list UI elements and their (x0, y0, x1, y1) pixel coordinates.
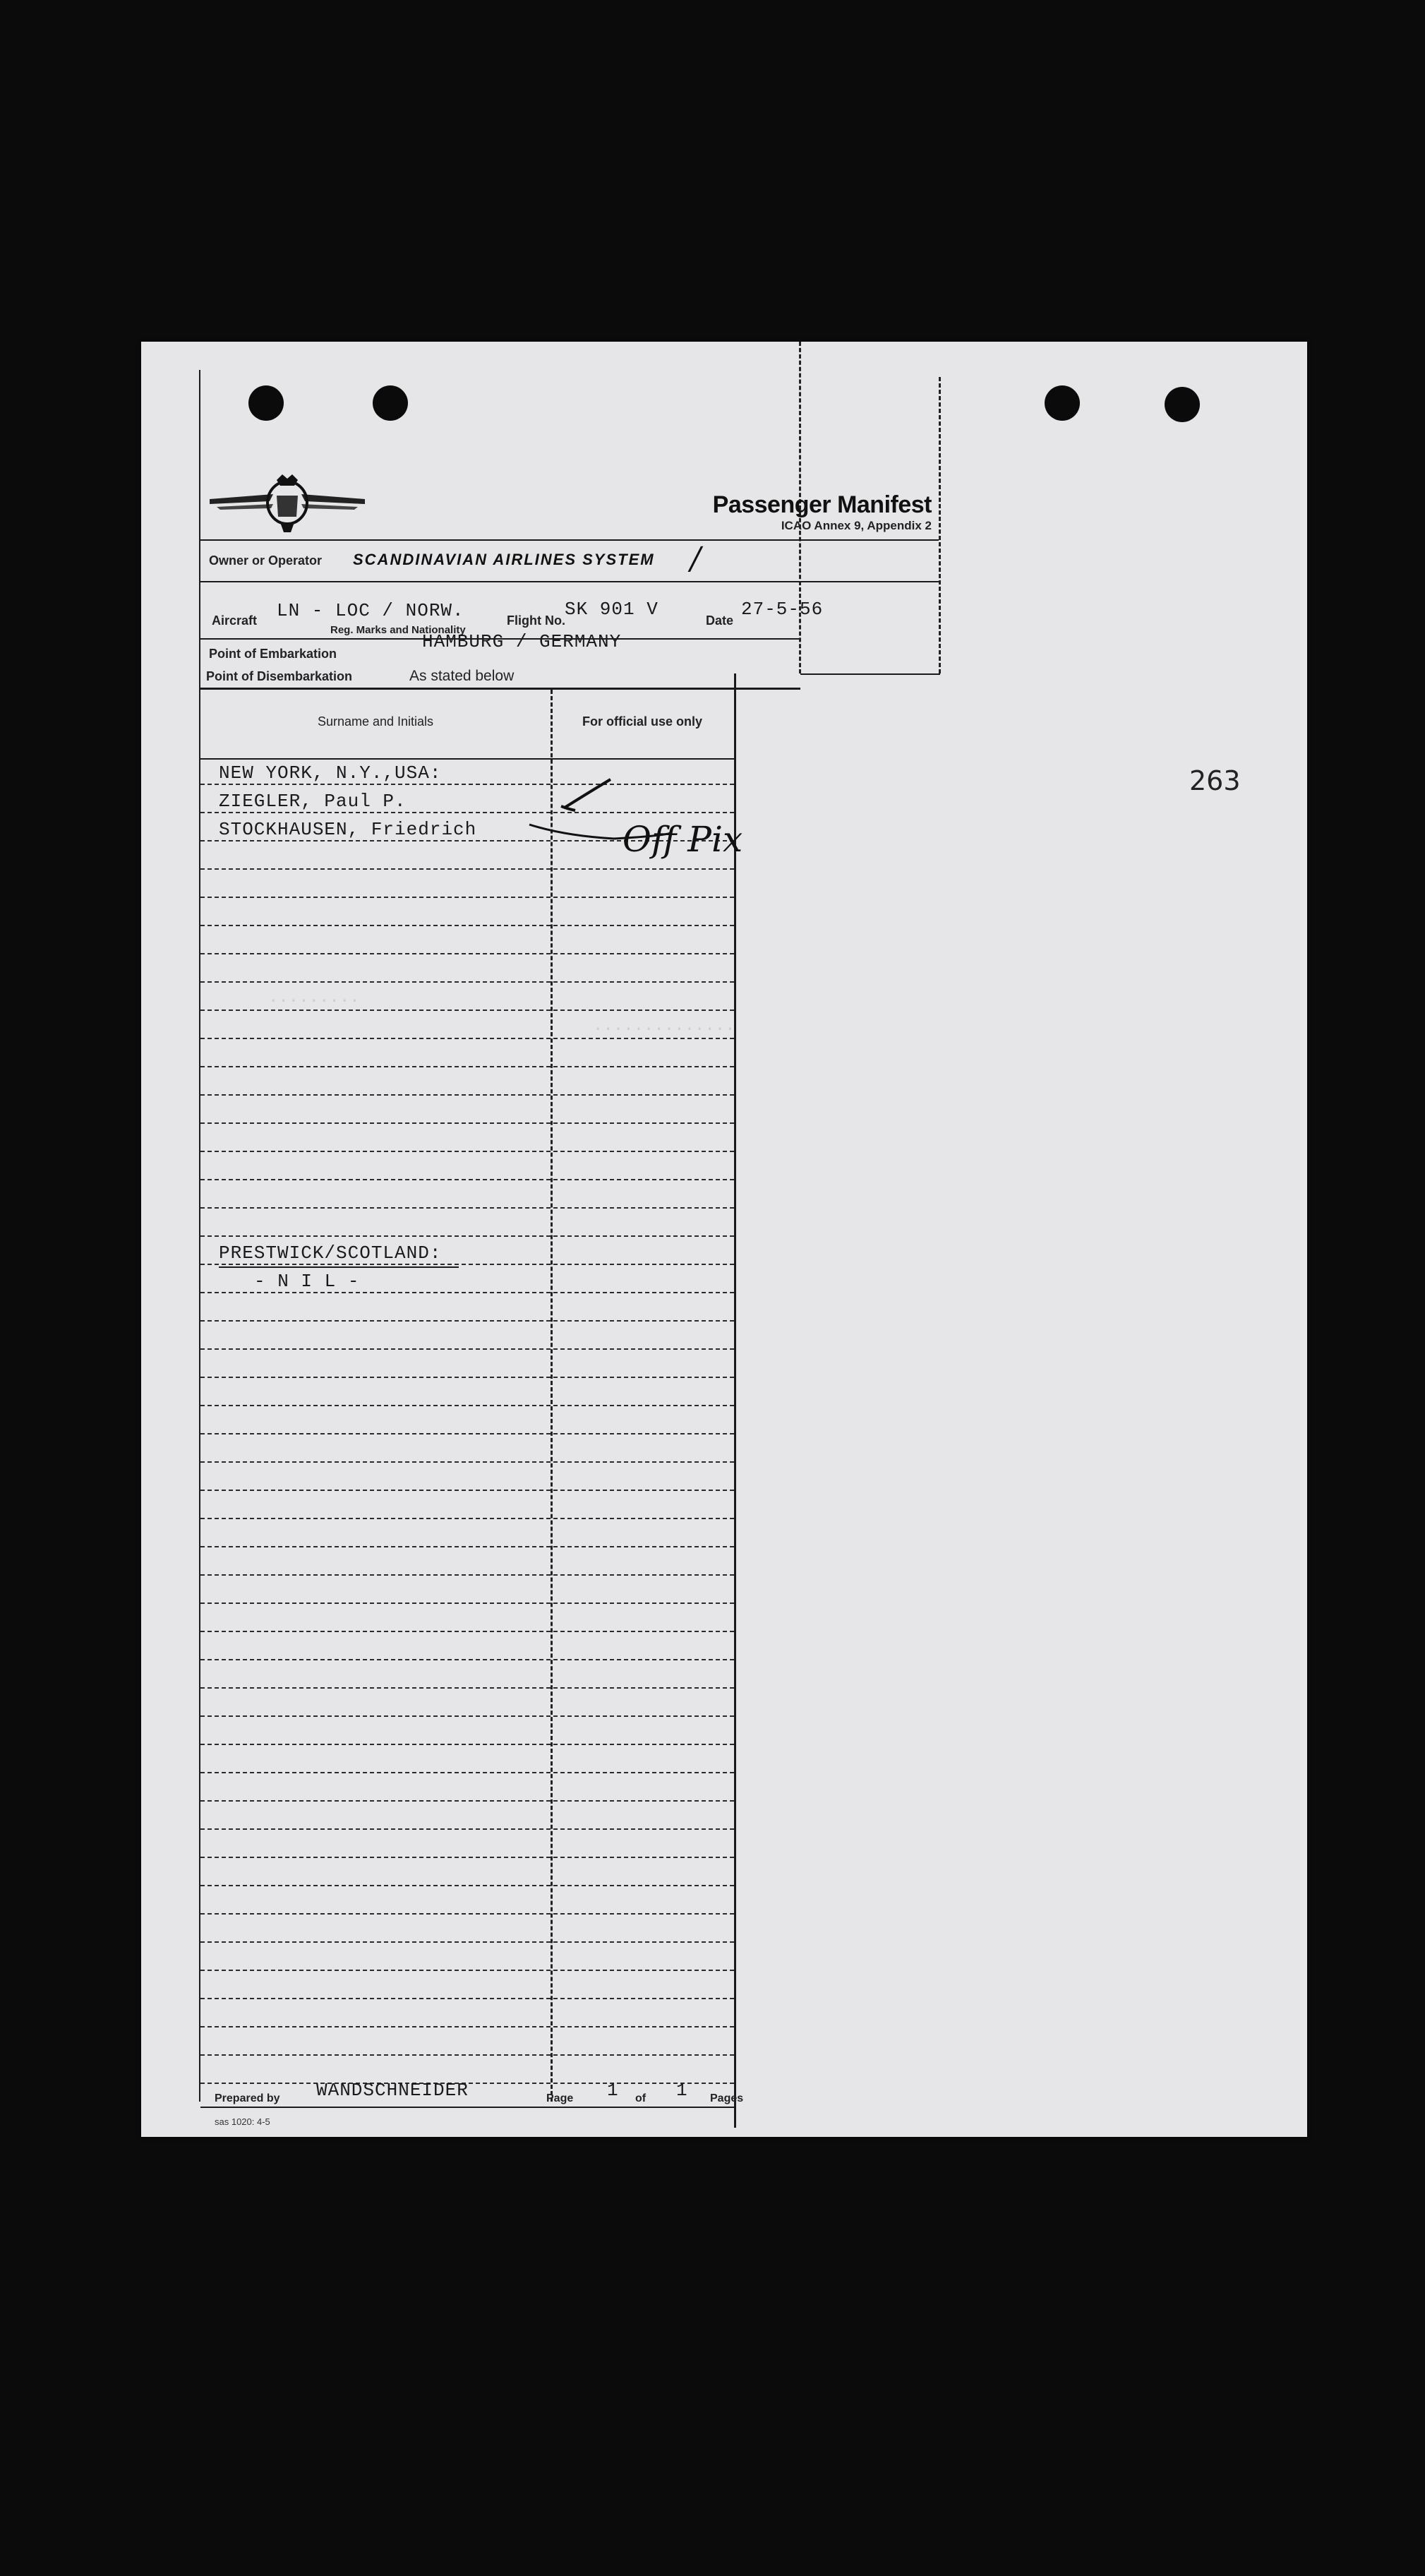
header-line (200, 539, 939, 541)
bleed-through-text: .............. (593, 1017, 735, 1036)
of-value: 1 (676, 2080, 688, 2101)
punch-hole (1165, 387, 1200, 422)
handwritten-note: Off Pix (623, 819, 743, 860)
official-use-column-header: For official use only (582, 714, 703, 729)
aircraft-value: LN - LOC / NORW. (277, 600, 464, 621)
header-line (800, 673, 940, 675)
header-far-border (939, 377, 941, 673)
aircraft-label: Aircraft (212, 613, 258, 628)
table-column-divider (551, 690, 553, 2102)
form-subtitle: ICAO Annex 9, Appendix 2 (781, 519, 932, 532)
prepared-by-label: Prepared by (215, 2092, 280, 2104)
table-left-border (199, 690, 200, 2102)
destination-underline (219, 1266, 459, 1268)
of-label: of (635, 2092, 647, 2104)
punch-hole (373, 385, 408, 421)
airline-crest-logo (206, 467, 368, 534)
flight-no-value: SK 901 V (565, 599, 659, 620)
header-line (200, 688, 800, 690)
nil-entry: - N I L - (254, 1271, 360, 1292)
embarkation-value: HAMBURG / GERMANY (422, 631, 622, 652)
flight-no-label: Flight No. (507, 613, 565, 628)
footer-line (200, 2107, 734, 2108)
manifest-sheet (141, 342, 1307, 2137)
form-title: Passenger Manifest (712, 491, 932, 518)
disembarkation-value: As stated below (409, 668, 515, 684)
date-label: Date (706, 613, 734, 628)
reg-marks-label: Reg. Marks and Nationality (330, 624, 466, 636)
header-underline (200, 758, 734, 760)
operator-value: SCANDINAVIAN AIRLINES SYSTEM (353, 551, 655, 568)
disembarkation-label: Point of Disembarkation (206, 669, 353, 683)
table-right-border (734, 673, 736, 2128)
passenger-entry: ZIEGLER, Paul P. (219, 791, 407, 812)
page-label: Page (546, 2092, 574, 2104)
destination-entry: PRESTWICK/SCOTLAND: (219, 1242, 442, 1264)
date-value: 27-5-56 (741, 599, 824, 620)
page-value: 1 (607, 2080, 619, 2101)
operator-label: Owner or Operator (209, 553, 323, 568)
punch-hole (248, 385, 284, 421)
passenger-entry: STOCKHAUSEN, Friedrich (219, 819, 477, 840)
punch-hole (1045, 385, 1080, 421)
header-left-border (199, 370, 200, 723)
form-code: sas 1020: 4-5 (215, 2116, 270, 2127)
archive-page-number: 263 (1189, 765, 1241, 796)
pages-label: Pages (710, 2092, 744, 2104)
operator-handwritten-mark: / (690, 541, 701, 577)
bleed-through-text: ......... (268, 988, 360, 1007)
prepared-by-value: WANDSCHNEIDER (316, 2080, 469, 2101)
header-line (200, 581, 939, 582)
embarkation-label: Point of Embarkation (209, 647, 337, 661)
destination-entry: NEW YORK, N.Y.,USA: (219, 762, 442, 784)
surname-column-header: Surname and Initials (317, 714, 434, 729)
